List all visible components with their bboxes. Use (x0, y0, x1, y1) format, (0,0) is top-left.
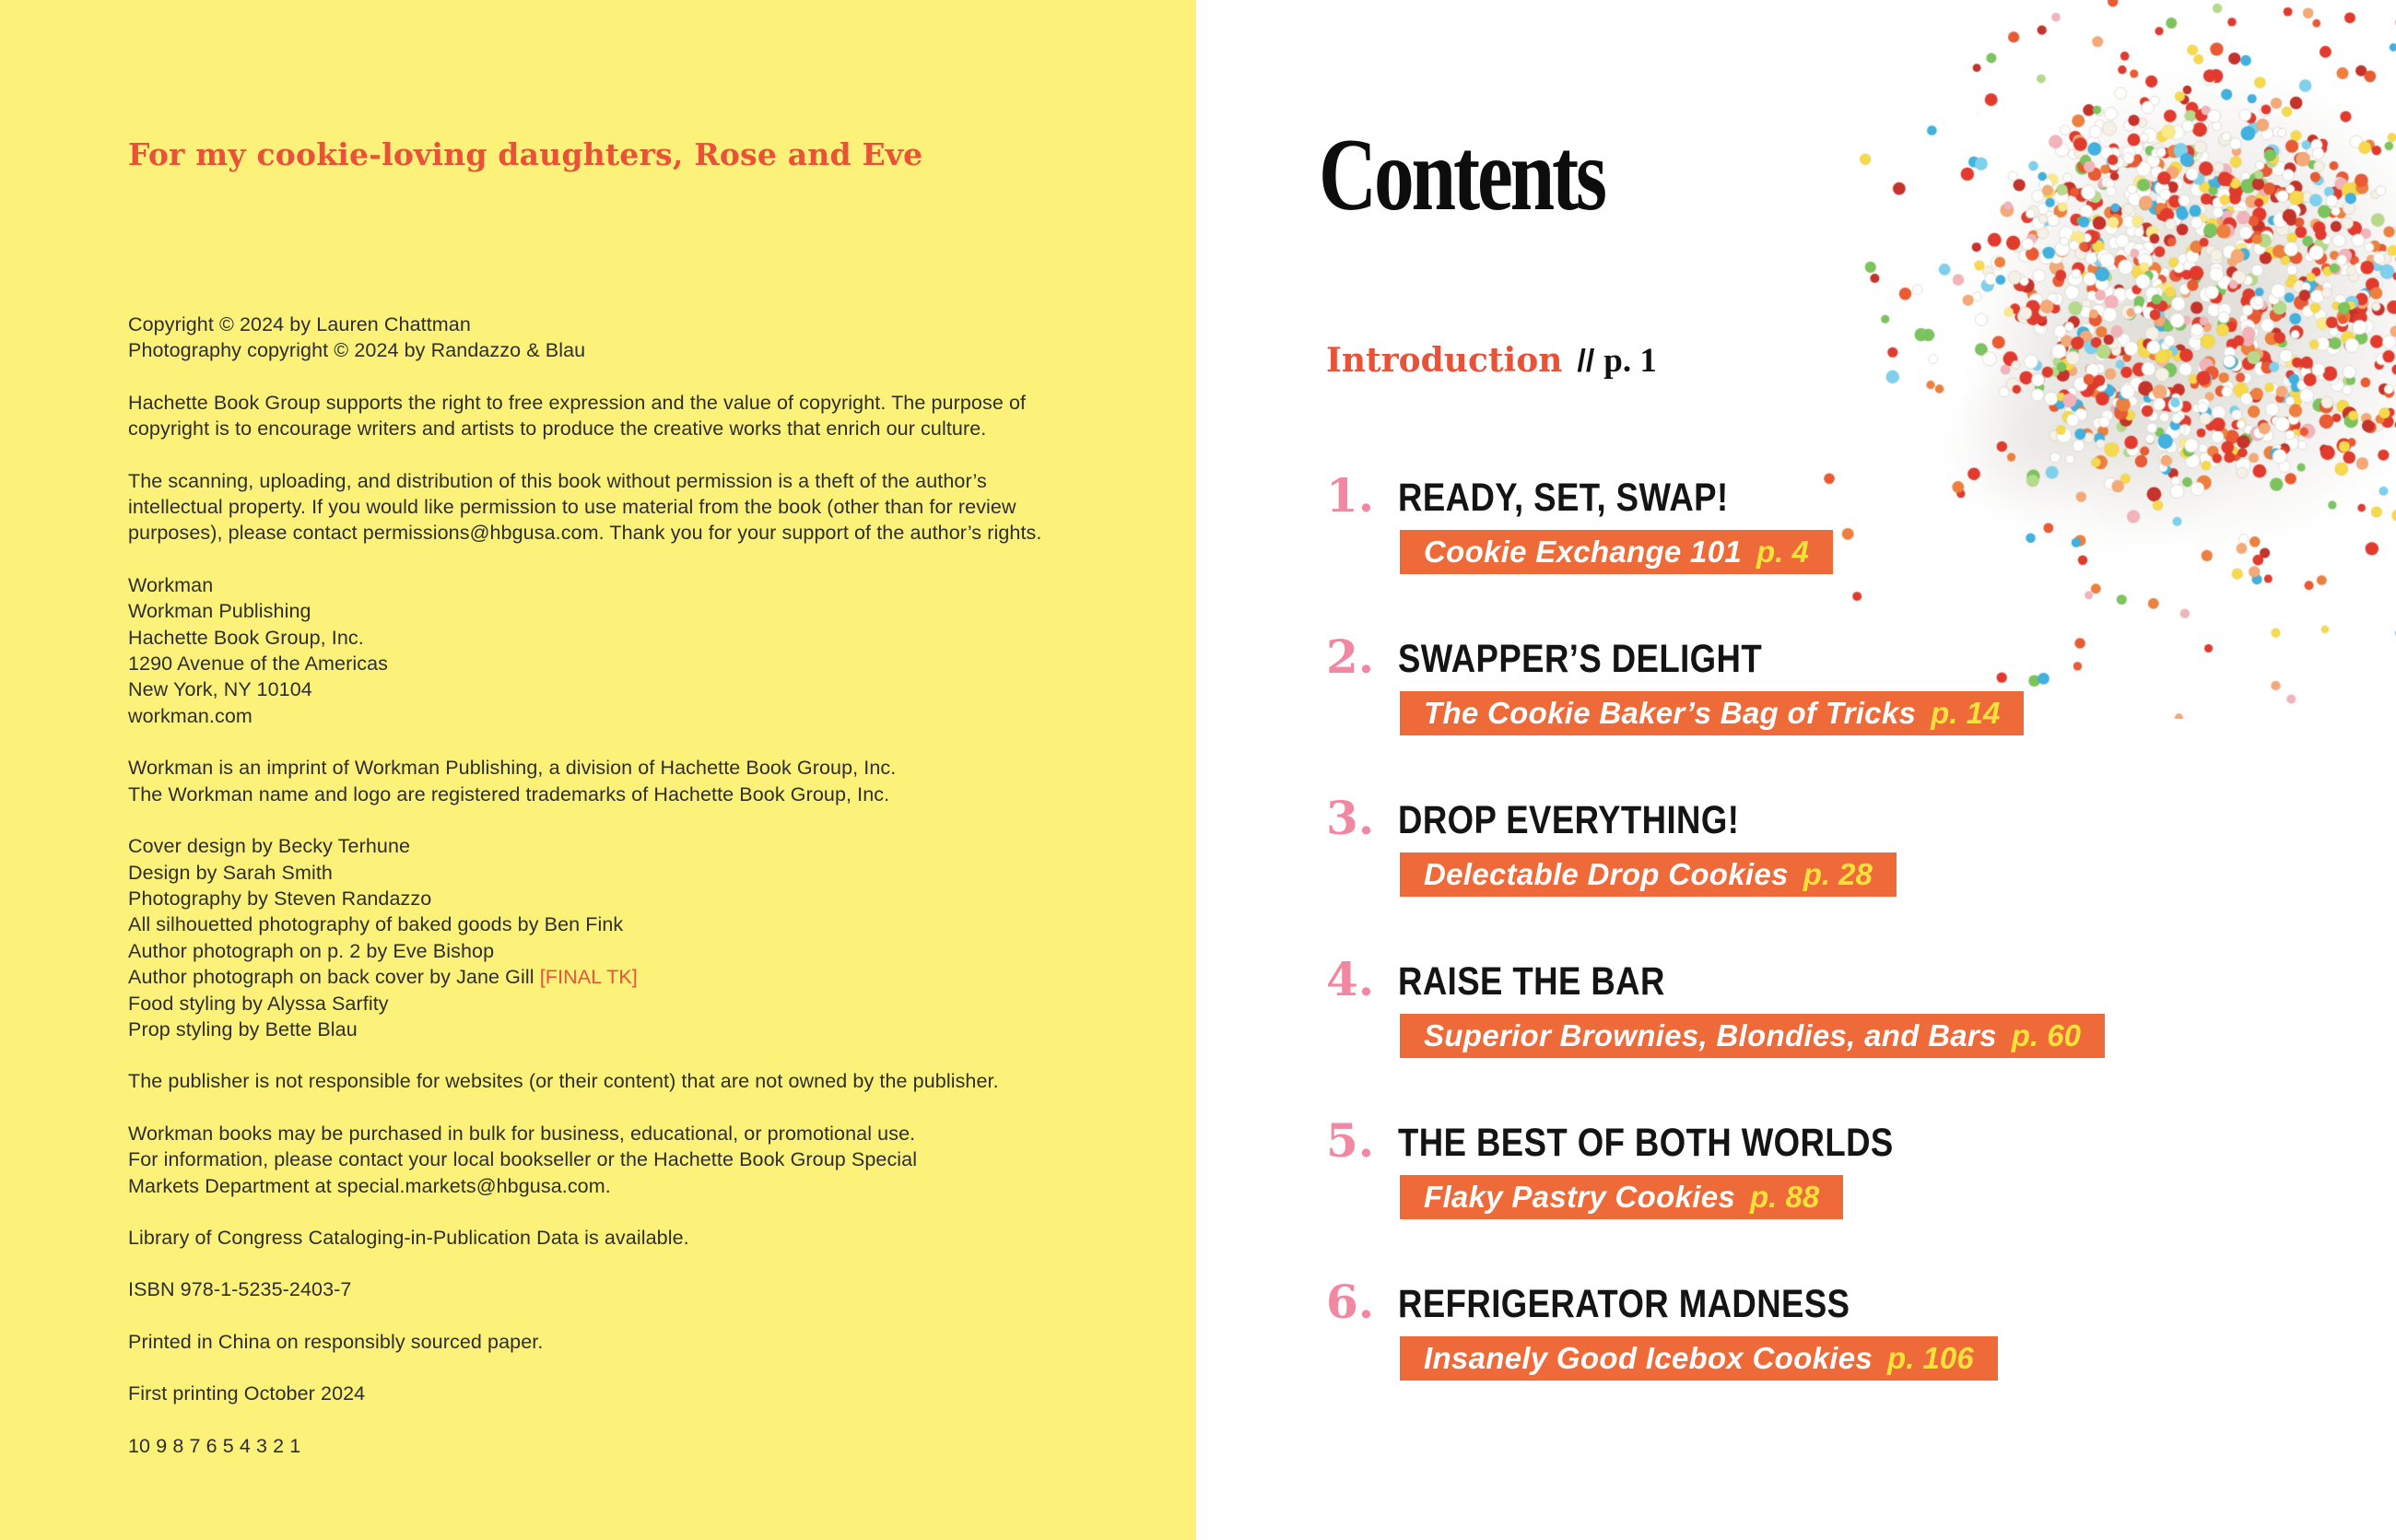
copyright-paragraph (128, 390, 1086, 442)
copyright-line: Design by Sarah Smith (128, 861, 333, 884)
copyright-paragraph (128, 833, 1086, 1042)
chapter-title: THE BEST OF BOTH WORLDS (1398, 1121, 1894, 1165)
chapter-number: 3. (1326, 791, 1375, 845)
copyright-line: Workman is an imprint of Workman Publishing, a division of Hachette Book Group, Inc. (128, 757, 897, 780)
chapter-number: 6. (1326, 1275, 1375, 1329)
copyright-paragraph (128, 1225, 1086, 1251)
chapter-page-number: p. 4 (1756, 535, 1809, 569)
chapter-subtitle-bar (1400, 1175, 1843, 1219)
chapter-subtitle: Flaky Pastry Cookies (1424, 1180, 1735, 1214)
contents-page (1196, 0, 2396, 1540)
copyright-line: 10 9 8 7 6 5 4 3 2 1 (128, 1434, 301, 1457)
copyright-paragraph (128, 1068, 1086, 1094)
chapter-item (1326, 627, 2340, 788)
chapter-item (1326, 1272, 2340, 1433)
copyright-line: Cover design by Becky Terhune (128, 835, 411, 858)
copyright-paragraph (128, 1433, 1086, 1459)
copyright-line: Workman books may be purchased in bulk for business, educational, or promotional use. (128, 1122, 916, 1145)
chapter-page-number: p. 60 (2011, 1018, 2081, 1052)
chapter-subtitle-bar (1400, 1014, 2105, 1058)
chapter-subtitle-bar (1400, 691, 2024, 735)
chapter-page-number: p. 28 (1803, 857, 1873, 891)
copyright-line: Library of Congress Cataloging-in-Publication Data is available. (128, 1226, 689, 1249)
copyright-line: 1290 Avenue of the Americas (128, 652, 389, 676)
copyright-line: New York, NY 10104 (128, 678, 312, 701)
copyright-line: Printed in China on responsibly sourced paper. (128, 1330, 544, 1353)
chapter-number: 2. (1326, 629, 1375, 684)
chapter-title: RAISE THE BAR (1398, 959, 1665, 1004)
chapter-page-number: p. 88 (1750, 1180, 1820, 1214)
chapter-subtitle-bar (1400, 852, 1897, 897)
chapter-number: 1. (1326, 468, 1375, 523)
copyright-line: The publisher is not responsible for websites (or their content) that are not owned by the publisher. (128, 1070, 999, 1093)
copyright-line: Markets Department at special.markets@hbgusa.com. (128, 1174, 611, 1197)
chapter-item (1326, 788, 2340, 949)
copyright-line: Author photograph on p. 2 by Eve Bishop (128, 939, 495, 962)
chapter-number: 5. (1326, 1113, 1375, 1168)
copyright-line: ISBN 978-1-5235-2403-7 (128, 1278, 352, 1301)
chapter-subtitle-bar (1400, 530, 1833, 574)
intro-separator: // (1577, 344, 1595, 379)
copyright-paragraph (128, 1381, 1086, 1406)
copyright-line: purposes), please contact permissions@hbgusa.com. Thank you for your support of the author’s rights. (128, 522, 1042, 545)
copyright-paragraph (128, 312, 1086, 364)
copyright-line: workman.com (128, 704, 253, 727)
copyright-paragraph (128, 1276, 1086, 1302)
copyright-line: Workman Publishing (128, 600, 311, 623)
chapter-item (1326, 1111, 2340, 1272)
colophon-text (128, 312, 1086, 1485)
copyright-line: copyright is to encourage writers and artists to produce the creative works that enrich our culture. (128, 417, 987, 441)
copyright-line: Hachette Book Group supports the right to free expression and the value of copyright. The purpose of (128, 391, 1027, 414)
copyright-line: The scanning, uploading, and distribution of this book without permission is a theft of the author’s (128, 469, 987, 492)
chapter-page-number: p. 106 (1887, 1341, 1974, 1375)
copyright-line: Prop styling by Bette Blau (128, 1017, 358, 1040)
page-title: Contents (1319, 118, 1604, 232)
chapter-list (1326, 465, 2340, 1433)
copyright-paragraph (128, 572, 1086, 729)
chapter-item (1326, 949, 2340, 1111)
chapter-subtitle-bar (1400, 1336, 1998, 1381)
dedication: For my cookie-loving daughters, Rose and Eve (128, 136, 923, 172)
copyright-line: Hachette Book Group, Inc. (128, 626, 364, 649)
copyright-line: Photography by Steven Randazzo (128, 887, 432, 910)
copyright-line: Author photograph on back cover by Jane Gill [FINAL TK] (128, 966, 638, 989)
copyright-line: First printing October 2024 (128, 1382, 366, 1405)
copyright-paragraph (128, 468, 1086, 547)
copyright-line: All silhouetted photography of baked goods by Ben Fink (128, 913, 624, 936)
chapter-number: 4. (1326, 952, 1375, 1006)
copyright-paragraph (128, 1121, 1086, 1199)
chapter-title: SWAPPER’S DELIGHT (1398, 637, 1763, 681)
chapter-page-number: p. 14 (1931, 696, 2001, 730)
chapter-item (1326, 465, 2340, 627)
copyright-line: intellectual property. If you would like permission to use material from the book (other than for review (128, 496, 1016, 519)
chapter-title: DROP EVERYTHING! (1398, 798, 1740, 842)
copyright-line: Workman (128, 573, 214, 596)
copyright-line: Food styling by Alyssa Sarfity (128, 992, 389, 1015)
chapter-title: REFRIGERATOR MADNESS (1398, 1282, 1850, 1326)
final-tk-note: [FINAL TK] (539, 966, 638, 989)
chapter-subtitle: Cookie Exchange 101 (1424, 535, 1743, 569)
intro-row (1326, 341, 1657, 381)
chapter-subtitle: Superior Brownies, Blondies, and Bars (1424, 1018, 1997, 1052)
chapter-subtitle: Insanely Good Icebox Cookies (1424, 1341, 1873, 1375)
intro-label: Introduction (1326, 341, 1563, 380)
intro-page-number: p. 1 (1603, 342, 1657, 380)
chapter-subtitle: Delectable Drop Cookies (1424, 857, 1789, 891)
copyright-paragraph (128, 1329, 1086, 1355)
chapter-subtitle: The Cookie Baker’s Bag of Tricks (1424, 696, 1917, 730)
copyright-page (0, 0, 1196, 1540)
copyright-line: For information, please contact your local bookseller or the Hachette Book Group Special (128, 1148, 918, 1171)
copyright-line: Photography copyright © 2024 by Randazzo & Blau (128, 339, 586, 362)
copyright-paragraph (128, 755, 1086, 807)
chapter-title: READY, SET, SWAP! (1398, 476, 1729, 520)
copyright-line: The Workman name and logo are registered trademarks of Hachette Book Group, Inc. (128, 782, 890, 805)
copyright-line: Copyright © 2024 by Lauren Chattman (128, 313, 471, 335)
